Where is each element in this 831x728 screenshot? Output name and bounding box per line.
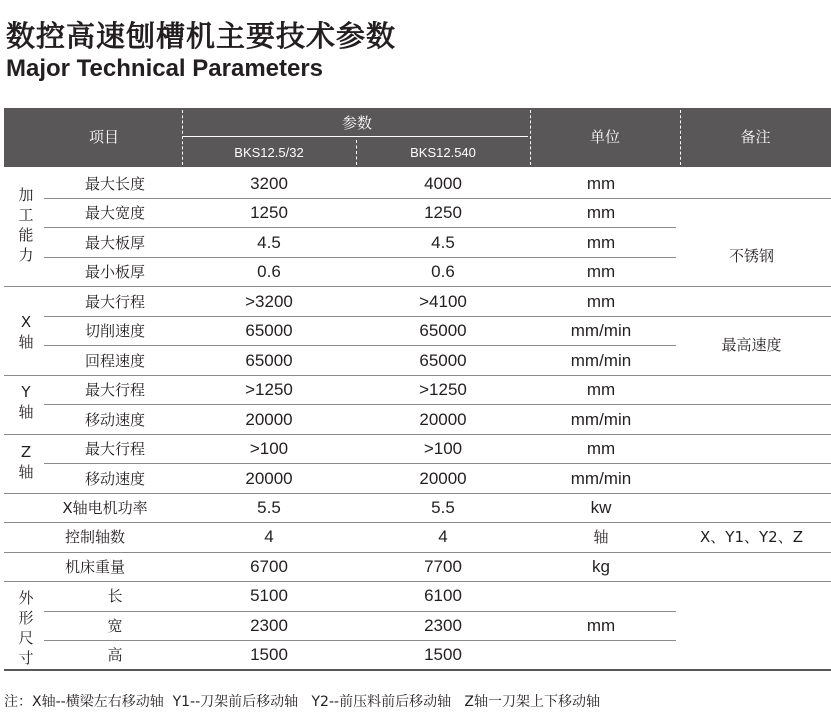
row-value-a: 4 (264, 527, 274, 546)
header-separator (356, 140, 357, 165)
row-item: 高 (107, 646, 123, 664)
table-bottom-rule (4, 669, 831, 671)
row-item: 最大板厚 (84, 234, 145, 252)
row-value-a: 20000 (245, 410, 293, 429)
row-unit: 轴 (593, 528, 609, 546)
row-value-a: 0.6 (257, 262, 281, 281)
row-unit: mm (586, 174, 616, 193)
header-item: 项目 (88, 128, 119, 146)
row-unit: mm/min (570, 351, 632, 370)
row-item: X轴电机功率 (62, 499, 148, 517)
row-unit: kw (590, 498, 612, 517)
row-value-a: 1500 (250, 645, 288, 664)
header-remark: 备注 (740, 128, 771, 146)
group-label-processing: 加 工 能 力 (18, 186, 34, 264)
row-value-b: 1250 (424, 203, 462, 222)
row-value-b: >100 (423, 439, 463, 458)
row-value-b: 4000 (424, 174, 462, 193)
row-value-a: 6700 (250, 557, 288, 576)
row-value-b: 7700 (424, 557, 462, 576)
row-divider (4, 522, 831, 523)
footer-note: 注：X轴--横梁左右移动轴 Y1--刀架前后移动轴 Y2--前压料前后移动轴 Z轴一刀架上下移动轴 (4, 694, 601, 710)
row-value-a: 5.5 (257, 498, 281, 517)
row-divider (44, 345, 676, 346)
row-unit: mm (586, 616, 616, 635)
row-divider (676, 198, 831, 199)
row-value-a: 4.5 (257, 233, 281, 252)
row-item: 最大行程 (84, 440, 145, 458)
remark-max-speed: 最高速度 (721, 336, 782, 354)
row-unit: mm/min (570, 410, 632, 429)
page-subtitle: Major Technical Parameters (6, 55, 324, 82)
group-label-x-axis: X 轴 (18, 313, 34, 351)
row-unit: mm (586, 262, 616, 281)
row-value-b: 65000 (419, 321, 467, 340)
row-divider (44, 198, 676, 199)
row-divider (44, 640, 676, 641)
header-model-a: BKS12.5/32 (234, 145, 304, 160)
row-item: 长 (107, 587, 123, 605)
row-unit: mm (586, 439, 616, 458)
row-item: 最大宽度 (84, 204, 145, 222)
row-item: 移动速度 (84, 470, 145, 488)
remark-axes: X、Y1、Y2、Z (700, 528, 803, 546)
row-value-a: >1250 (245, 380, 293, 399)
row-divider (4, 552, 831, 553)
row-item: 最大长度 (84, 175, 145, 193)
row-value-b: 2300 (424, 616, 462, 635)
row-value-b: 4.5 (431, 233, 455, 252)
row-divider (44, 316, 831, 317)
row-value-b: 5.5 (431, 498, 455, 517)
row-value-a: >3200 (245, 292, 293, 311)
row-value-a: 3200 (250, 174, 288, 193)
row-value-b: 20000 (419, 410, 467, 429)
row-unit: mm/min (570, 469, 632, 488)
row-divider (44, 227, 676, 228)
page-title: 数控高速刨槽机主要技术参数 (6, 19, 397, 53)
row-divider (4, 434, 831, 435)
row-value-b: 20000 (419, 469, 467, 488)
group-label-y-axis: Y 轴 (18, 383, 34, 421)
row-value-b: >1250 (419, 380, 467, 399)
row-divider (44, 404, 831, 405)
group-label-z-axis: Z 轴 (18, 443, 34, 481)
row-unit: kg (592, 557, 610, 576)
row-unit: mm (586, 380, 616, 399)
row-item: 最小板厚 (84, 263, 145, 281)
header-model-b: BKS12.540 (410, 145, 476, 160)
row-item: 最大行程 (84, 381, 145, 399)
group-label-dimensions: 外 形 尺 寸 (18, 589, 34, 667)
row-value-b: 6100 (424, 586, 462, 605)
row-item: 最大行程 (84, 293, 145, 311)
row-value-a: 2300 (250, 616, 288, 635)
row-value-b: >4100 (419, 292, 467, 311)
row-divider (4, 286, 831, 287)
row-value-a: 65000 (245, 351, 293, 370)
row-item: 宽 (107, 617, 123, 635)
row-unit: mm (586, 233, 616, 252)
header-params: 参数 (341, 114, 372, 132)
row-divider (4, 493, 831, 494)
row-value-a: >100 (249, 439, 289, 458)
row-value-a: 20000 (245, 469, 293, 488)
row-unit: mm (586, 292, 616, 311)
row-value-a: 1250 (250, 203, 288, 222)
row-item: 机床重量 (64, 558, 125, 576)
row-item: 控制轴数 (64, 528, 125, 546)
header-separator (182, 110, 183, 165)
remark-stainless: 不锈钢 (728, 247, 774, 265)
row-value-b: 0.6 (431, 262, 455, 281)
row-value-b: 4 (438, 527, 448, 546)
row-divider (44, 463, 831, 464)
row-unit: mm/min (570, 321, 632, 340)
header-separator (530, 110, 531, 165)
row-value-a: 5100 (250, 586, 288, 605)
row-value-b: 65000 (419, 351, 467, 370)
row-unit: mm (586, 203, 616, 222)
row-divider (4, 375, 831, 376)
header-separator (680, 110, 681, 165)
row-divider (44, 611, 676, 612)
row-item: 回程速度 (84, 352, 145, 370)
row-value-a: 65000 (245, 321, 293, 340)
row-item: 移动速度 (84, 411, 145, 429)
row-item: 切削速度 (84, 322, 145, 340)
header-unit: 单位 (589, 128, 620, 146)
row-divider (44, 257, 676, 258)
row-divider (4, 581, 831, 582)
header-divider (182, 136, 528, 137)
table-header (4, 108, 831, 167)
row-value-b: 1500 (424, 645, 462, 664)
